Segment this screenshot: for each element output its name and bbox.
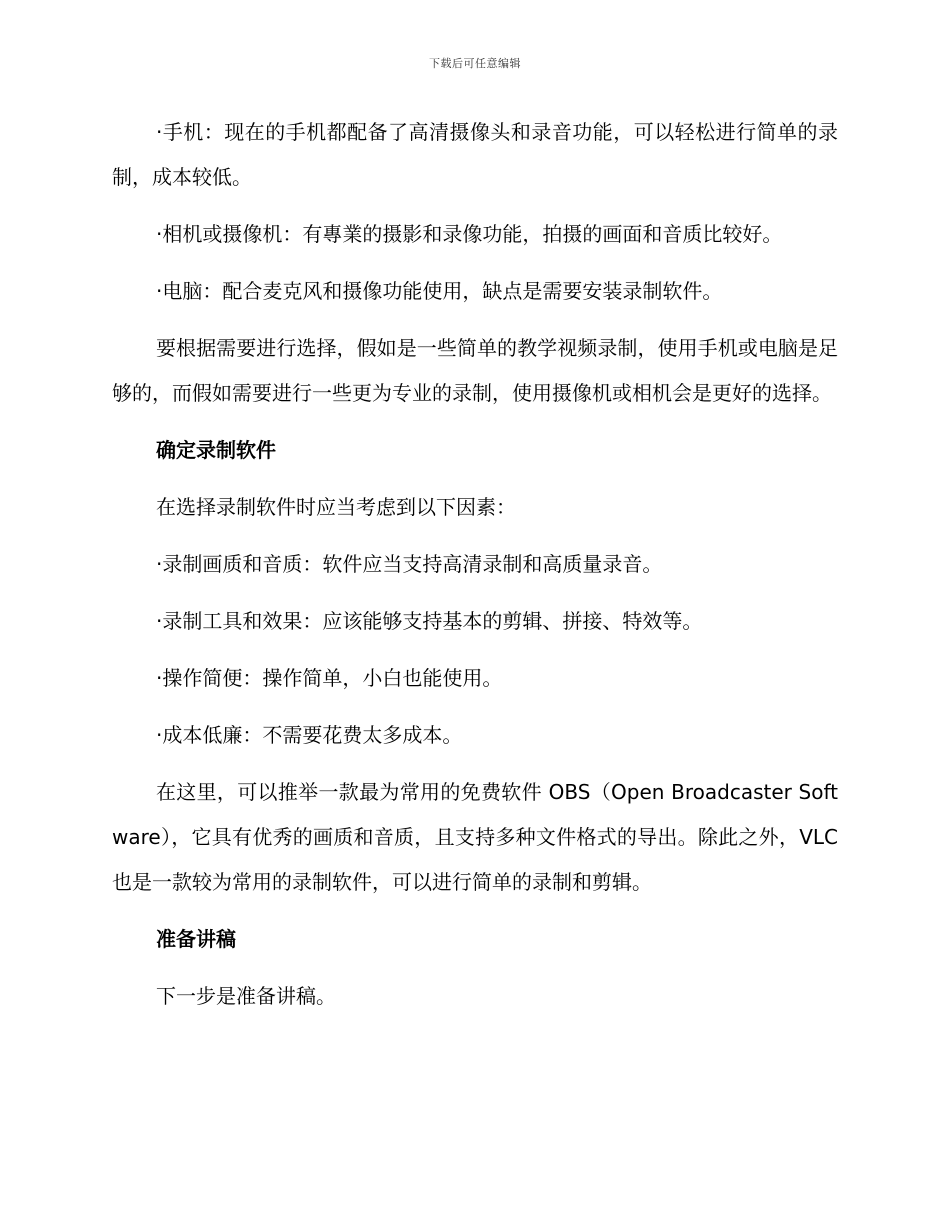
bullet-cost: ·成本低廉：不需要花费太多成本。 [156,723,463,747]
bullet-tools: ·录制工具和效果：应该能够支持基本的剪辑、拼接、特效等。 [156,609,703,633]
document-body [112,110,838,1031]
bullet-ease: ·操作简便：操作简单，小白也能使用。 [156,666,503,690]
software-intro-paragraph: 在选择录制软件时应当考虑到以下因素： [156,495,516,519]
section-heading-software: 确定录制软件 [156,438,276,462]
bullet-computer: ·电脑：配合麦克风和摄像功能使用，缺点是需要安装录制软件。 [156,279,723,303]
device-choice-paragraph: 要根据需要进行选择，假如是一些简单的教学视频录制，使用手机或电脑是足够的，而假如需要进行一些更为专业的录制，使用摄像机或相机会是更好的选择。 [112,336,838,405]
page-header: 下载后可任意编辑 [429,57,521,70]
software-recommendation-paragraph: 在这里，可以推举一款最为常用的免费软件 OBS（Open Broadcaster Software），它具有优秀的画质和音质，且支持多种文件格式的导出。除此之外，VLC 也是一款较为常用的录制软件，可以进行简单的录制和剪辑。 [112,780,838,894]
script-intro-paragraph: 下一步是准备讲稿。 [156,984,336,1008]
section-heading-script: 准备讲稿 [156,927,236,951]
bullet-phone: ·手机：现在的手机都配备了高清摄像头和录音功能，可以轻松进行简单的录制，成本较低。 [112,120,838,189]
bullet-camera: ·相机或摄像机：有專業的摄影和录像功能，拍摄的画面和音质比较好。 [156,222,783,246]
bullet-quality: ·录制画质和音质：软件应当支持高清录制和高质量录音。 [156,552,663,576]
